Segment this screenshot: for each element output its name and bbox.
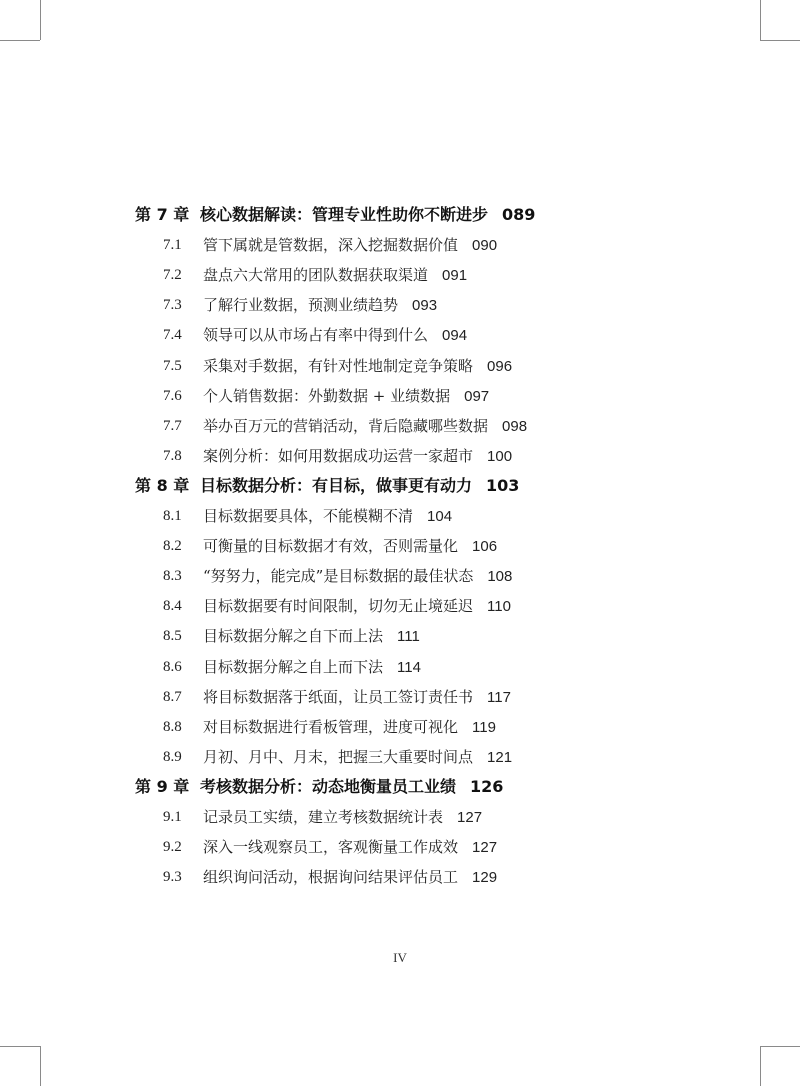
toc-entry-title (203, 351, 512, 382)
crop-mark (760, 0, 761, 40)
toc-entry-title-text: 可衡量的目标数据才有效，否则需量化 (203, 537, 459, 556)
toc-entry-title-text: 月初、月中、月末，把握三大重要时间点 (203, 747, 474, 766)
toc-entry-page: 111 (397, 628, 420, 646)
toc-entry-page: 094 (442, 327, 468, 345)
toc-entry-page: 127 (457, 809, 483, 826)
crop-mark (760, 40, 800, 41)
toc-entry-title (203, 712, 496, 743)
toc-entry-page: 129 (472, 869, 498, 887)
toc-entry-title (203, 802, 482, 833)
page-folio: IV (393, 950, 407, 965)
toc-entry-number: 9.1 (163, 809, 182, 825)
toc-entry-number: 8.6 (163, 658, 182, 675)
toc-entry-page: 110 (487, 598, 511, 616)
toc-entry-number: 8.3 (163, 568, 182, 585)
toc-entry-title-text: 核心数据解读：管理专业性助你不断进步 (200, 205, 489, 224)
toc-entry-title-text: 深入一线观察员工，客观衡量工作成效 (203, 838, 459, 857)
crop-mark (0, 1046, 40, 1047)
toc-entry-number: 8.1 (163, 508, 182, 524)
toc-entry-title (203, 381, 489, 412)
toc-entry-page: 114 (397, 658, 421, 676)
toc-entry-title-text: 目标数据要具体，不能模糊不清 (203, 507, 414, 525)
toc-entry-number: 7.4 (163, 327, 182, 344)
toc-entry-title (203, 320, 467, 351)
crop-mark (0, 40, 40, 41)
toc-entry-title-text: 个人销售数据：外勤数据 + 业绩数据 (203, 386, 451, 405)
toc-entry-page: 104 (427, 508, 453, 525)
toc-entry-number: 9.3 (163, 869, 182, 886)
toc-entry-title (203, 501, 452, 532)
toc-entry-number: 7.2 (163, 267, 182, 284)
toc-entry-title (203, 531, 497, 562)
toc-entry-number: 8.2 (163, 538, 182, 555)
toc-entry-page: 097 (464, 387, 490, 405)
toc-entry-page: 091 (442, 267, 468, 285)
toc-entry-title-text: 目标数据分解之自上而下法 (203, 657, 384, 676)
toc-entry-title-text: 目标数据要有时间限制，切勿无止境延迟 (203, 597, 474, 616)
crop-mark (40, 0, 41, 40)
toc-entry-title (203, 652, 421, 683)
toc-entry-number: 7.3 (163, 297, 182, 314)
toc-entry-number: 7.5 (163, 357, 182, 374)
toc-entry-page: 089 (502, 205, 536, 224)
toc-entry-page: 106 (472, 538, 498, 556)
toc-entry-number: 第 8 章 (135, 475, 190, 495)
toc-entry-number: 7.8 (163, 447, 182, 464)
toc-entry-page: 117 (487, 688, 511, 706)
toc-entry-title (203, 290, 437, 321)
toc-entry-page: 121 (487, 748, 513, 766)
toc-entry-title-text: 记录员工实绩，建立考核数据统计表 (203, 808, 444, 826)
toc-entry-title-text: 对目标数据进行看板管理，进度可视化 (203, 717, 459, 736)
toc-entry-page: 090 (472, 237, 498, 255)
toc-entry-title (203, 862, 497, 893)
toc-entry-title (200, 200, 535, 230)
toc-entry-title (203, 561, 512, 592)
toc-entry-page: 103 (486, 475, 520, 495)
toc-entry-page: 127 (472, 839, 498, 857)
toc-entry-title-text: 目标数据分析：有目标，做事更有动力 (200, 475, 473, 495)
toc-entry-title (203, 411, 527, 442)
toc-entry-number: 7.7 (163, 417, 182, 434)
toc-entry-title-text: 采集对手数据，有针对性地制定竞争策略 (203, 356, 474, 375)
toc-entry-page: 119 (472, 718, 496, 736)
crop-mark (760, 1046, 761, 1086)
toc-entry-title (203, 832, 497, 863)
toc-entry-title-text: 目标数据分解之自下而上法 (203, 627, 384, 646)
toc-entry-title-text: 盘点六大常用的团队数据获取渠道 (203, 266, 429, 285)
toc-entry-title (203, 621, 420, 652)
toc-entry-title (203, 591, 511, 622)
toc-entry-title-text: 管下属就是管数据，深入挖掘数据价值 (203, 236, 459, 255)
toc-entry-title (203, 230, 497, 261)
toc-entry-title (200, 772, 503, 802)
toc-entry-title (200, 471, 519, 501)
toc-entry-page: 108 (487, 568, 513, 586)
toc-entry-number: 8.4 (163, 598, 182, 615)
toc-entry-number: 7.1 (163, 237, 182, 254)
toc-entry-title (203, 260, 467, 291)
toc-entry-title-text: 将目标数据落于纸面，让员工签订责任书 (203, 687, 474, 706)
toc-entry-title (203, 742, 512, 773)
toc-entry-title-text: 了解行业数据，预测业绩趋势 (203, 296, 399, 315)
toc-entry-title-text: 领导可以从市场占有率中得到什么 (203, 326, 429, 345)
toc-entry-title (203, 441, 512, 472)
crop-mark (760, 1046, 800, 1047)
toc-entry-number: 8.7 (163, 688, 182, 705)
toc-entry-page: 100 (487, 447, 513, 465)
toc-entry-number: 8.8 (163, 718, 182, 735)
toc-entry-page: 126 (470, 776, 504, 796)
toc-entry-title-text: 案例分析：如何用数据成功运营一家超市 (203, 446, 474, 465)
toc-entry-number: 第 7 章 (135, 205, 190, 224)
toc-entry-title (203, 682, 511, 713)
toc-entry-number: 8.5 (163, 628, 182, 645)
toc-entry-number: 8.9 (163, 748, 182, 765)
toc-entry-page: 096 (487, 357, 513, 375)
toc-entry-title-text: 举办百万元的营销活动，背后隐藏哪些数据 (203, 416, 489, 435)
toc-entry-title-text: 组织询问活动，根据询问结果评估员工 (203, 868, 459, 887)
toc-entry-title-text: “努努力，能完成”是目标数据的最佳状态 (203, 567, 474, 586)
toc-entry-number: 第 9 章 (135, 776, 190, 796)
toc-entry-page: 098 (502, 417, 528, 435)
toc-entry-number: 7.6 (163, 387, 182, 404)
toc-entry-page: 093 (412, 297, 438, 315)
toc-entry-title-text: 考核数据分析：动态地衡量员工业绩 (200, 776, 457, 796)
toc-entry-number: 9.2 (163, 839, 182, 856)
crop-mark (40, 1046, 41, 1086)
